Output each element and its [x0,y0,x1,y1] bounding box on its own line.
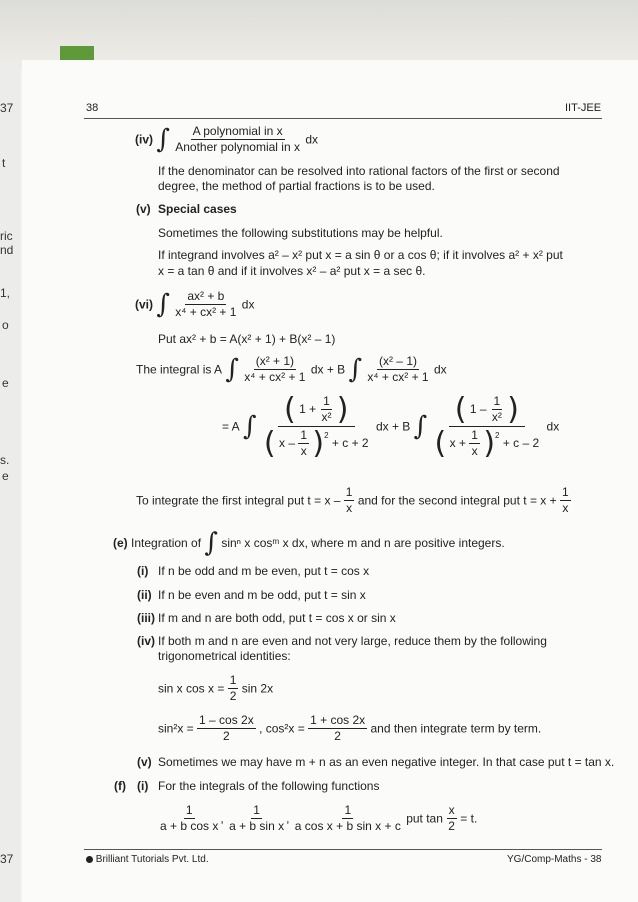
e-v-label: (v) [137,755,152,769]
cos-squared-lhs: , cos²x = [259,721,305,736]
x-plus: x + [449,436,466,450]
cos-squared-fraction [308,714,367,743]
integral-sign: ∫ [156,289,170,320]
vi-label: (vi) [135,297,153,312]
frac-den: 2 [334,729,341,743]
one-minus: 1 – [469,402,487,416]
frac-num: 1 [345,485,353,499]
iv-text-2: degree, the method of partial fractions is to be used. [158,179,435,193]
dx: dx [433,362,447,377]
one-over-x2 [490,395,504,424]
frac-den: a + b sin x [229,819,285,833]
e-iv-text-2: trigonometrical identities: [158,649,291,663]
e-v-text: Sometimes we may have m + n as an even negative integer. In that case put t = tan x. [158,755,615,769]
iv-text-1: If the denominator can be resolved into rational factors of the first or second [158,164,560,178]
note-part-2: and for the second integral put t = x + [357,493,557,508]
half-fraction [228,674,239,703]
iv-dx: dx [305,132,318,147]
running-title: IIT-JEE [565,102,602,114]
frac-den: x [562,501,569,515]
split-fraction-2 [365,355,430,384]
v-label: (v) [136,202,151,216]
footer-left [86,853,209,867]
eq-a: = A [222,419,240,434]
e-label: (e) [113,536,128,550]
frac-num: 1 [344,803,352,817]
identity-1 [158,674,273,703]
margin-char: t [2,156,6,170]
iv-numerator: A polynomial in x [192,124,283,138]
sin-squared-fraction [197,714,256,743]
v-text-2: If integrand involves a² – x² put x = a sin θ or a cos θ; if it involves a² + x² put [158,248,563,262]
integral-sign: ∫ [413,411,428,442]
margin-char: s. [0,453,10,467]
sin-squared-lhs: sin²x = [158,721,194,736]
margin-char: e [2,376,9,390]
one-over-x [298,429,309,458]
margin-char: ric [0,229,13,243]
square: 2 [495,431,500,440]
frac-num: 1 [493,394,501,408]
bullet-icon [86,856,93,863]
v-heading: Special cases [158,202,237,216]
e-ii-text: If n be even and m be odd, put t = sin x [158,588,366,602]
frac-num: x [448,803,455,817]
frac-den: a + b cos x [160,819,219,833]
integral-is-text: The integral is A [136,362,223,377]
one-over-x [560,486,571,515]
vi-fraction [173,290,238,319]
frac-num: 1 [323,394,330,408]
iv-label: (iv) [135,132,153,147]
function-3 [293,804,403,833]
reduced-form [222,392,560,461]
plus-c-2: + c + 2 [331,436,369,450]
frac-num: 1 [253,803,260,817]
note-part-1: To integrate the first integral put t = x – [136,493,341,508]
identity-1-lhs: sin x cos x = [158,681,225,696]
vi-put: Put ax² + b = A(x² + 1) + B(x² – 1) [158,332,336,346]
reduced-denominator-1: ( x – $\frac{1}{x}$ )$^2$ + c + 2 [263,426,369,461]
x-over-2 [446,804,457,833]
frac-num: 1 [300,428,308,442]
frac-den: 2 [229,689,237,703]
margin-char: 1, [0,286,11,300]
vi-note [136,486,571,515]
page-number: 38 [86,102,99,114]
identity-2 [158,714,541,743]
vi-integral-split [136,355,447,384]
footer-right: YG/Comp-Maths - 38 [507,854,602,865]
square: 2 [324,431,329,440]
iv-fraction [173,125,302,154]
function-1 [158,804,220,833]
reduced-numerator-2: ( 1 – $\frac{1}{\text{x²}}$ ) [449,395,525,427]
e-i-label: (i) [137,564,149,578]
split-numerator-1: (x² + 1) [255,354,295,368]
publisher-name: Brilliant Tutorials Pvt. Ltd. [95,854,209,865]
e-iii-text: If m and n are both odd, put t = cos x or sin x [158,611,396,625]
vi-dx: dx [241,297,255,312]
frac-num: 1 – cos 2x [199,713,254,727]
frac-num: 1 [229,673,237,687]
e-intro [113,530,505,556]
margin-char: 37 [0,101,14,115]
integral-sign: ∫ [156,124,170,155]
reduced-denominator-2: ( x + $\frac{1}{x}$ )$^2$ + c – 2 [434,426,540,461]
frac-den: 2 [223,729,230,743]
f-sub-label: (i) [137,779,149,793]
frac-num: 1 + cos 2x [310,713,366,727]
frac-den: x² [491,410,502,424]
frac-den: x [300,444,307,458]
iv-denominator: Another polynomial in x [175,140,300,154]
frac-den: x [471,444,478,458]
reduced-numerator-1: ( 1 + $\frac{1}{\text{x²}}$ ) [278,395,354,427]
green-tab-marker [60,46,94,60]
e-i-text: If n be odd and m be even, put t = cos x [158,564,370,578]
frac-num: 1 [471,428,478,442]
frac-den: x [346,501,353,515]
integral-sign: ∫ [204,528,218,558]
equals-t: = t. [460,811,478,826]
frac-den: x² [321,410,332,424]
dx: dx [546,419,560,434]
v-text-3: x = a tan θ and if it involves x² – a² put x = a sec θ. [158,264,426,278]
split-denominator-1: x⁴ + cx² + 1 [244,370,306,384]
e-iv-label: (iv) [137,634,155,648]
minus-c-2: + c – 2 [502,436,540,450]
split-fraction-1 [242,355,307,384]
f-text: For the integrals of the following functions [158,779,380,793]
frac-den: a cos x + b sin x + c [294,819,401,833]
dx-plus-b: dx + B [375,419,411,434]
dx-plus-b: dx + B [310,362,346,377]
e-ii-label: (ii) [137,588,152,602]
split-denominator-2: x⁴ + cx² + 1 [367,370,429,384]
v-text-1: Sometimes the following substitutions may be helpful. [158,226,443,240]
vi-numerator: ax² + b [187,289,225,303]
one-over-x [469,429,480,458]
identity-2-tail: and then integrate term by term. [370,721,542,736]
x-minus: x – [278,436,295,450]
margin-char: 37 [0,852,14,866]
integral-sign: ∫ [243,411,257,442]
e-iv-text-1: If both m and n are even and not very large, reduce them by the following [158,634,547,648]
f-functions: $\frac{1}{\text{a + b cos x}}$ , $\frac{1}{\text{a + b sin x}}$ , $\frac{1}{\text{a cos x + b sin x + c}}$ put tan $\frac{x}{2}$ = t. [160,803,478,833]
e-intro-text: Integration of [131,536,202,550]
frac-num: 1 [185,803,193,817]
integral-sign: ∫ [348,354,363,385]
f-label: (f) [114,779,126,793]
identity-1-rhs: sin 2x [241,681,274,696]
split-numerator-2: (x² – 1) [378,354,417,368]
reduced-fraction-2 [431,392,544,461]
footer-rule [84,849,602,850]
frac-den: 2 [448,819,455,833]
iv-formula [135,125,318,154]
margin-char: o [2,318,9,332]
vi-formula [135,290,254,319]
reduced-fraction-1 [260,392,373,461]
one-over-x2 [319,395,333,424]
one-plus: 1 + [299,402,317,416]
header-rule [84,118,602,119]
one-over-x [344,486,355,515]
vi-denominator: x⁴ + cx² + 1 [175,305,237,319]
put-tan-text: put tan [406,811,443,826]
e-iii-label: (iii) [137,611,155,625]
margin-char: e [2,469,9,483]
integral-sign: ∫ [225,354,239,385]
margin-char: nd [0,243,14,257]
frac-num: 1 [561,485,569,499]
e-integrand: sinⁿ x cosᵐ x dx, where m and n are positive integers. [221,536,505,550]
function-2 [227,804,286,833]
